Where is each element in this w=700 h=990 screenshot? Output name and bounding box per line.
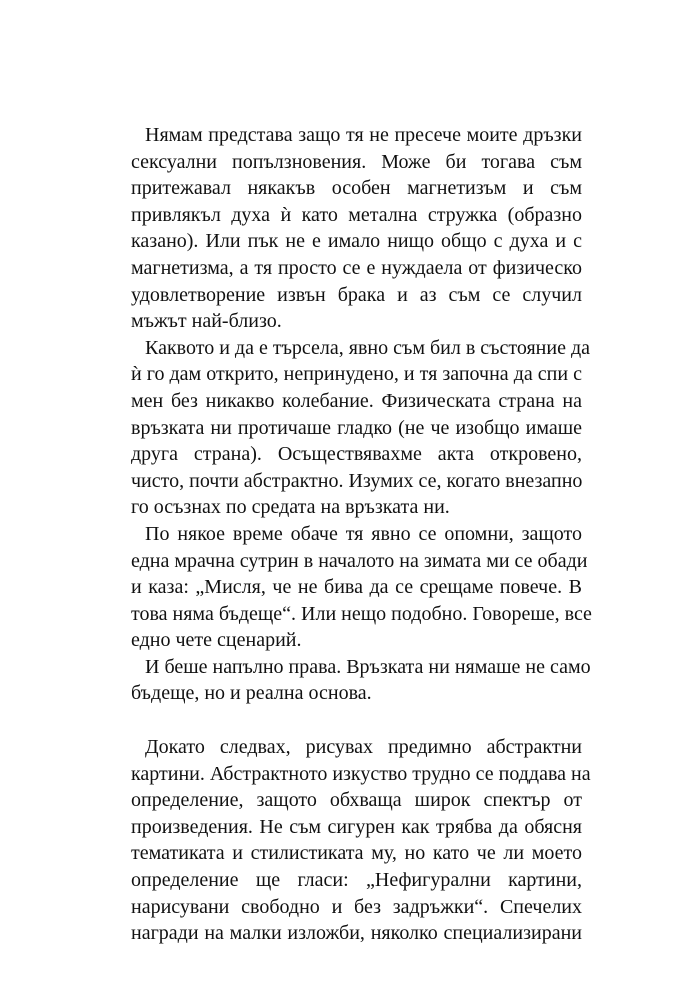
text-line: сексуални попълзновения. Може би тогава съм: [131, 150, 582, 173]
text-line: нарисувани свободно и без задръжки“. Спечелих: [131, 895, 582, 918]
text-section-2: [117, 734, 591, 947]
text-line: едно чете сценарий.: [131, 629, 302, 652]
paragraph: [117, 335, 591, 521]
text-line: мен без никакво колебание. Физическата страна на: [131, 389, 582, 412]
paragraph: [117, 654, 591, 707]
text-line: картини. Абстрактното изкуство трудно се поддава на: [131, 762, 591, 785]
paragraph: [117, 122, 582, 335]
text-line: награди на малки изложби, няколко специализирани: [131, 922, 582, 945]
paragraph: [117, 734, 591, 947]
text-line: казано). Или пък не е имало нищо общо с духа и с: [131, 230, 582, 253]
text-line: го осъзнах по средата на връзката ни.: [131, 496, 450, 519]
text-line: Докато следвах, рисувах предимно абстрактни: [145, 736, 582, 759]
text-line: И беше напълно права. Връзката ни нямаше не само: [145, 655, 591, 678]
book-page: [117, 122, 592, 947]
text-line: определение, защото обхваща широк спектър от: [131, 789, 582, 812]
text-line: тематиката и стилистиката му, но като че ли моето: [131, 842, 582, 865]
text-line: чисто, почти абстрактно. Изумих се, когато внезапно: [131, 469, 583, 492]
text-line: Каквото и да е търсела, явно съм бил в състояние да: [145, 336, 591, 359]
text-line: удовлетворение извън брака и аз съм се случил: [131, 283, 582, 306]
text-line: това няма бъдеще“. Или нещо подобно. Говореше, все: [131, 602, 592, 625]
text-line: произведения. Не съм сигурен как трябва да обясня: [131, 815, 582, 838]
section-break: [117, 707, 582, 734]
text-line: По някое време обаче тя явно се опомни, защото: [145, 522, 582, 545]
text-section-1: [117, 122, 592, 707]
text-line: ѝ го дам открито, непринудено, и тя започна да спи с: [131, 363, 582, 386]
text-line: притежавал някакъв особен магнетизъм и съм: [131, 177, 582, 200]
text-line: връзката ни протичаше гладко (не че изобщо имаше: [131, 416, 582, 439]
text-line: бъдеще, но и реална основа.: [131, 682, 372, 705]
text-line: определение ще гласи: „Нефигурални картини,: [131, 869, 582, 892]
text-line: привлякъл духа ѝ като метална стружка (образно: [131, 203, 582, 226]
text-line: Нямам представа защо тя не пресече моите дръзки: [145, 124, 582, 146]
text-line: една мрачна сутрин в началото на зимата ми се обади: [131, 549, 588, 572]
paragraph: [117, 521, 592, 654]
text-line: мъжът най-близо.: [131, 310, 282, 333]
text-line: друга страна). Осъществявахме акта откровено,: [131, 443, 582, 466]
text-line: магнетизма, а тя просто се е нуждаела от физическо: [131, 256, 582, 279]
text-line: и каза: „Мисля, че не бива да се срещаме повече. В: [131, 576, 582, 599]
